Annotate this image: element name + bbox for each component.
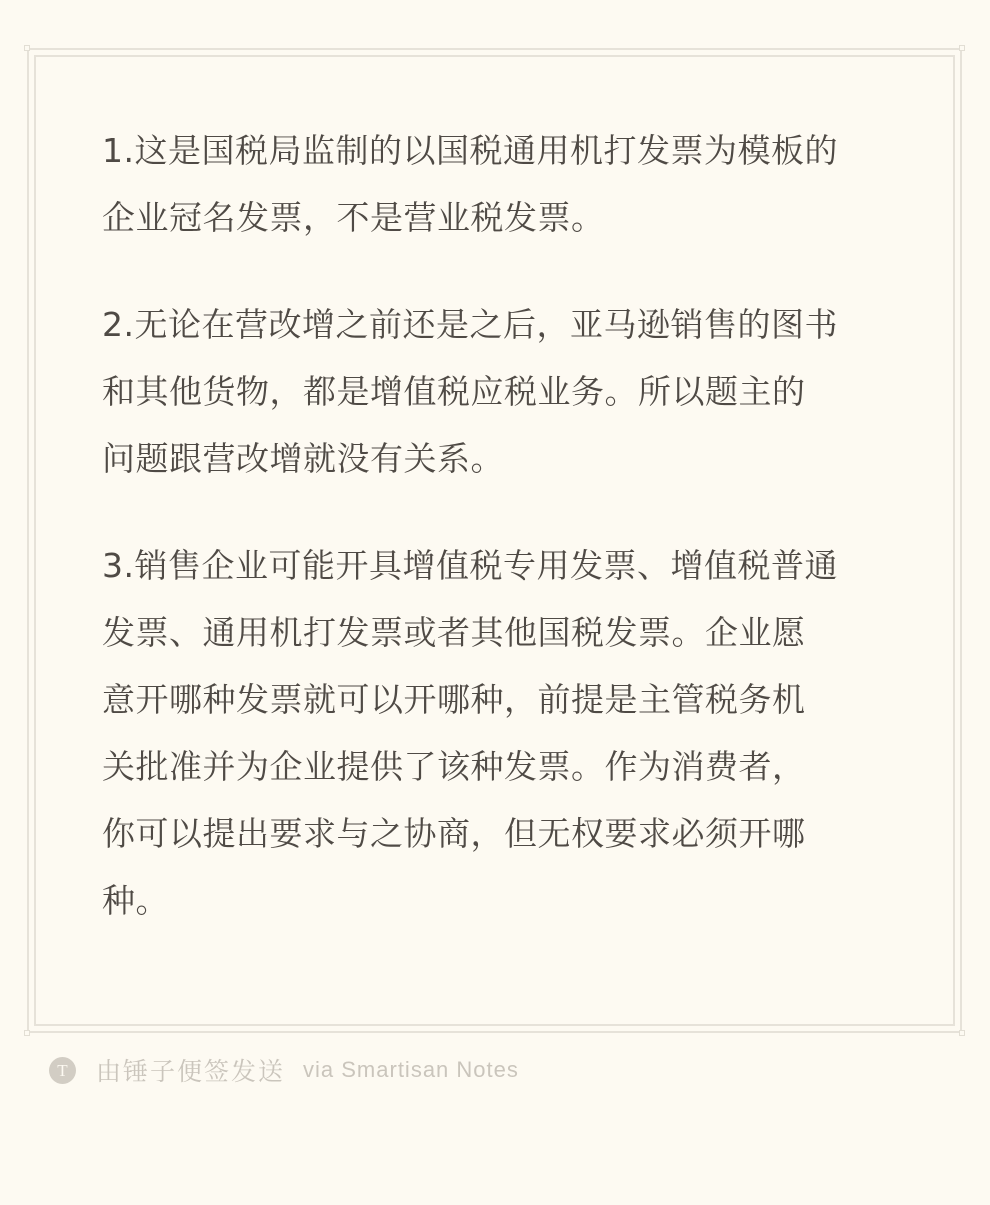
note-paragraph: 2.无论在营改增之前还是之后，亚马逊销售的图书 和其他货物，都是增值税应税业务。所以题主的 问题跟营改增就没有关系。 bbox=[102, 305, 838, 478]
note-paragraph: 1.这是国税局监制的以国税通用机打发票为模板的 企业冠名发票，不是营业税发票。 bbox=[102, 131, 838, 237]
footer-signature bbox=[49, 1054, 519, 1086]
logo-letter: T bbox=[57, 1060, 68, 1080]
frame-corner-bottom-left bbox=[24, 1030, 30, 1036]
note-paragraph: 3.销售企业可能开具增值税专用发票、增值税普通 发票、通用机打发票或者其他国税发票。企业愿 意开哪种发票就可以开哪种，前提是主管税务机 关批准并为企业提供了该种发票。作为消费者， 你可以提出要求与之协商，但无权要求必须开哪 种。 bbox=[102, 546, 838, 920]
frame-corner-bottom-right bbox=[959, 1030, 965, 1036]
frame-corner-top-left bbox=[24, 45, 30, 51]
note-content bbox=[102, 117, 892, 934]
footer-label-en: via Smartisan Notes bbox=[303, 1057, 519, 1082]
smartisan-logo-icon bbox=[49, 1057, 76, 1084]
footer-label-cn: 由锤子便签发送 bbox=[96, 1057, 286, 1086]
frame-corner-top-right bbox=[959, 45, 965, 51]
